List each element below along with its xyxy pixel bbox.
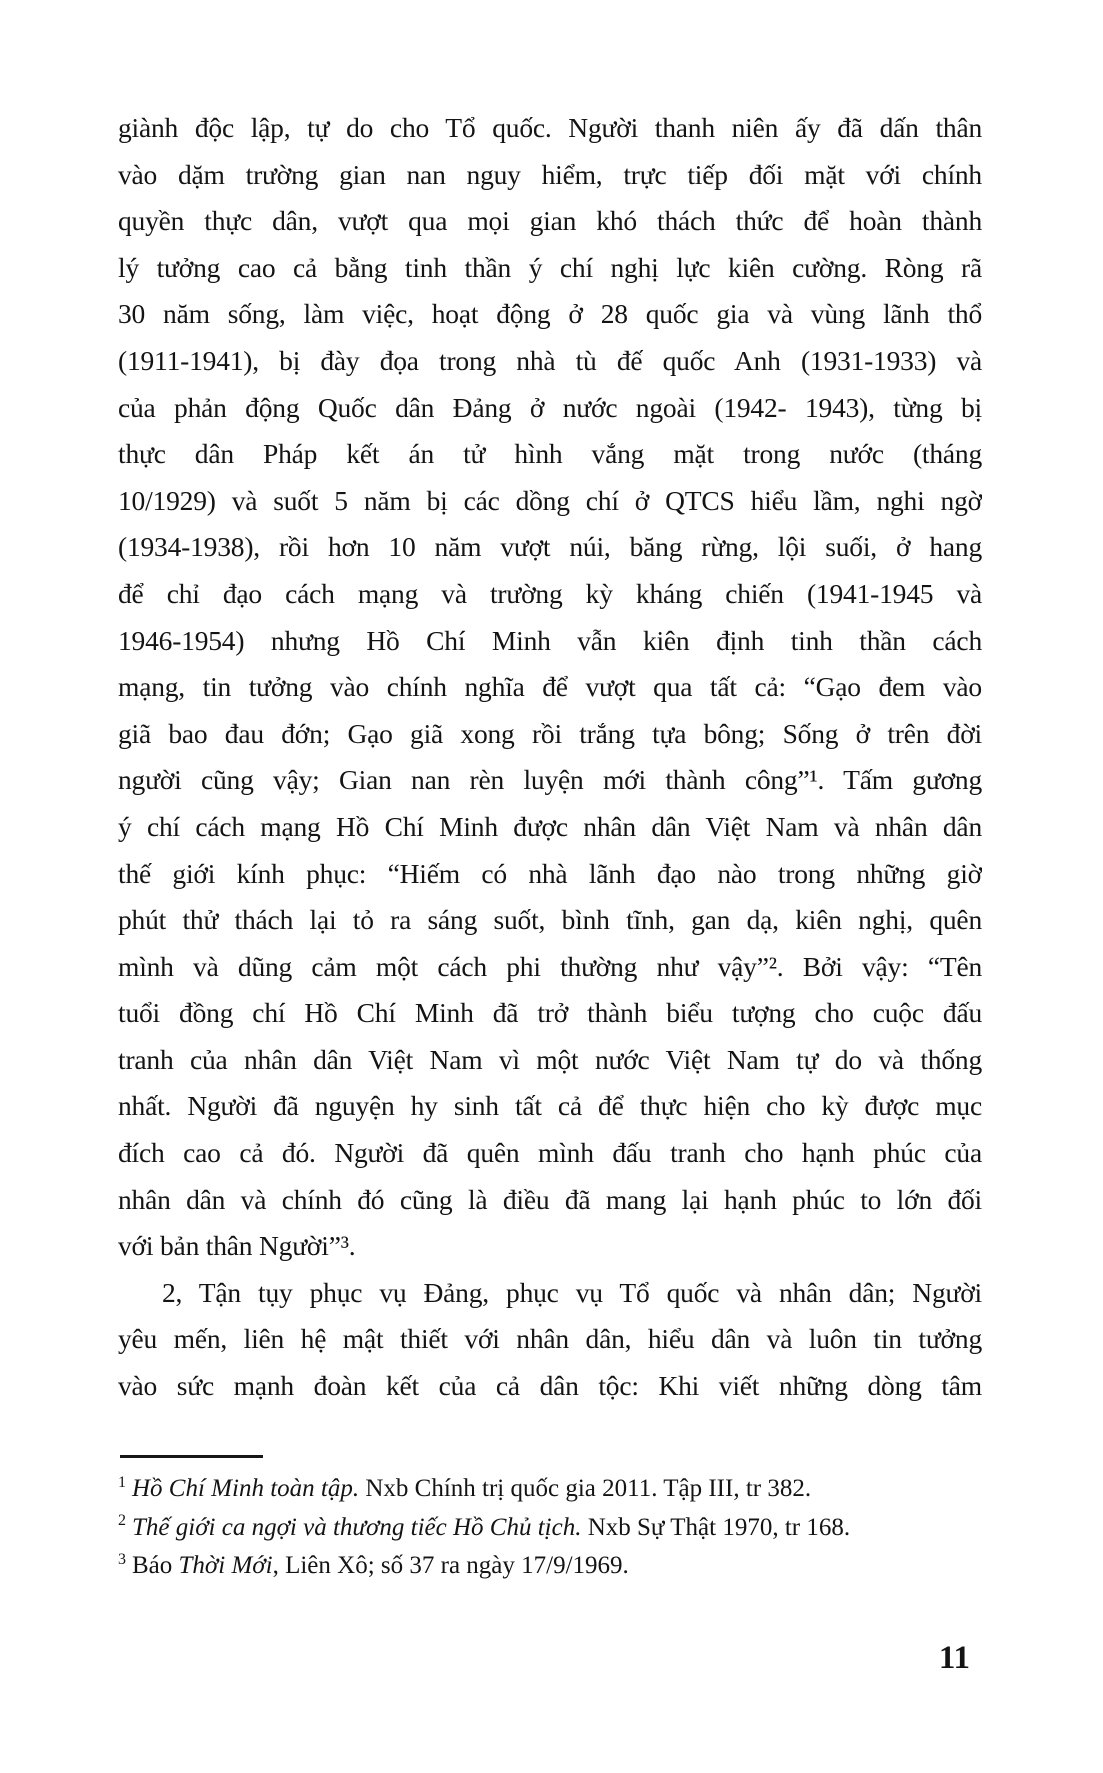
footnote-separator	[120, 1455, 263, 1458]
text-line: ý chí cách mạng Hồ Chí Minh được nhân dân Việt Nam và nhân dân	[118, 810, 982, 842]
text-line: đích cao cả đó. Người đã quên mình đấu tranh cho hạnh phúc của	[118, 1137, 982, 1169]
text-line: 1946-1954) nhưng Hồ Chí Minh vẫn kiên định tinh thần cách	[118, 624, 982, 656]
footnote-text-italic: Thế giới ca ngợi và thương tiếc Hồ Chủ tịch.	[132, 1513, 582, 1541]
text-line: (1934-1938), rồi hơn 10 năm vượt núi, băng rừng, lội suối, ở hang	[118, 531, 982, 563]
text-line: yêu mến, liên hệ mật thiết với nhân dân, hiểu dân và luôn tin tưởng	[118, 1323, 982, 1355]
text-line: phút thử thách lại tỏ ra sáng suốt, bình tĩnh, gan dạ, kiên nghị, quên	[118, 904, 982, 936]
footnote-text: Nxb Sự Thật 1970, tr 168.	[581, 1513, 851, 1541]
text-line: mạng, tin tưởng vào chính nghĩa để vượt qua tất cả: “Gạo đem vào	[118, 671, 982, 703]
footnote-marker: 2	[118, 1512, 126, 1530]
text-line: (1911-1941), bị đày đọa trong nhà tù đế quốc Anh (1931-1933) và	[118, 344, 982, 376]
text-line: tranh của nhân dân Việt Nam vì một nước Việt Nam tự do và thống	[118, 1043, 982, 1075]
footnotes	[118, 1470, 982, 1586]
text-line: tuổi đồng chí Hồ Chí Minh đã trở thành biểu tượng cho cuộc đấu	[118, 997, 982, 1029]
page-number: 11	[938, 1640, 970, 1676]
text-line: mình và dũng cảm một cách phi thường như vậy”². Bởi vậy: “Tên	[118, 950, 982, 982]
footnote-text: , Liên Xô; số 37 ra ngày 17/9/1969.	[272, 1552, 629, 1579]
text-line: của phản động Quốc dân Đảng ở nước ngoài (1942- 1943), từng bị	[118, 391, 982, 423]
text-line: với bản thân Người”³.	[118, 1230, 356, 1262]
text-line: 2, Tận tụy phục vụ Đảng, phục vụ Tổ quốc và nhân dân; Người	[162, 1276, 982, 1308]
body-text	[118, 105, 982, 1410]
text-line: giã bao đau đớn; Gạo giã xong rồi trắng tựa bông; Sống ở trên đời	[118, 717, 982, 749]
text-line: nhân dân và chính đó cũng là điều đã mang lại hạnh phúc to lớn đối	[118, 1183, 982, 1215]
paragraph-2	[118, 1270, 982, 1410]
text-line: vào dặm trường gian nan nguy hiểm, trực tiếp đối mặt với chính	[118, 158, 982, 190]
footnote-item	[118, 1509, 982, 1548]
text-line: 30 năm sống, làm việc, hoạt động ở 28 quốc gia và vùng lãnh thổ	[118, 298, 982, 330]
footnote-text-italic: Hồ Chí Minh toàn tập.	[132, 1475, 360, 1502]
text-line: người cũng vậy; Gian nan rèn luyện mới thành công”¹. Tấm gương	[118, 764, 982, 796]
footnote-marker: 3	[118, 1550, 126, 1568]
footnote-text-italic: Thời Mới	[178, 1552, 273, 1579]
text-line: vào sức mạnh đoàn kết của cả dân tộc: Khi viết những dòng tâm	[118, 1370, 982, 1402]
text-line: thế giới kính phục: “Hiếm có nhà lãnh đạo nào trong những giờ	[118, 857, 982, 889]
text-line: quyền thực dân, vượt qua mọi gian khó thách thức để hoàn thành	[118, 205, 982, 237]
text-line: thực dân Pháp kết án tử hình vắng mặt trong nước (tháng	[118, 438, 982, 470]
footnote-item	[118, 1547, 982, 1586]
footnote-item	[118, 1470, 982, 1509]
text-line: nhất. Người đã nguyện hy sinh tất cả để thực hiện cho kỳ được mục	[118, 1090, 982, 1122]
paragraph-1	[118, 105, 982, 1270]
text-line: lý tưởng cao cả bằng tinh thần ý chí nghị lực kiên cường. Ròng rã	[118, 251, 982, 283]
footnote-text: Nxb Chính trị quốc gia 2011. Tập III, tr 382.	[359, 1475, 812, 1502]
footnote-marker: 1	[118, 1473, 126, 1491]
footnote-text: Báo	[132, 1552, 179, 1579]
text-line: để chỉ đạo cách mạng và trường kỳ kháng chiến (1941-1945 và	[118, 577, 982, 609]
text-line: giành độc lập, tự do cho Tổ quốc. Người thanh niên ấy đã dấn thân	[118, 112, 982, 143]
text-line: 10/1929) và suốt 5 năm bị các dồng chí ở QTCS hiểu lầm, nghi ngờ	[118, 484, 982, 516]
